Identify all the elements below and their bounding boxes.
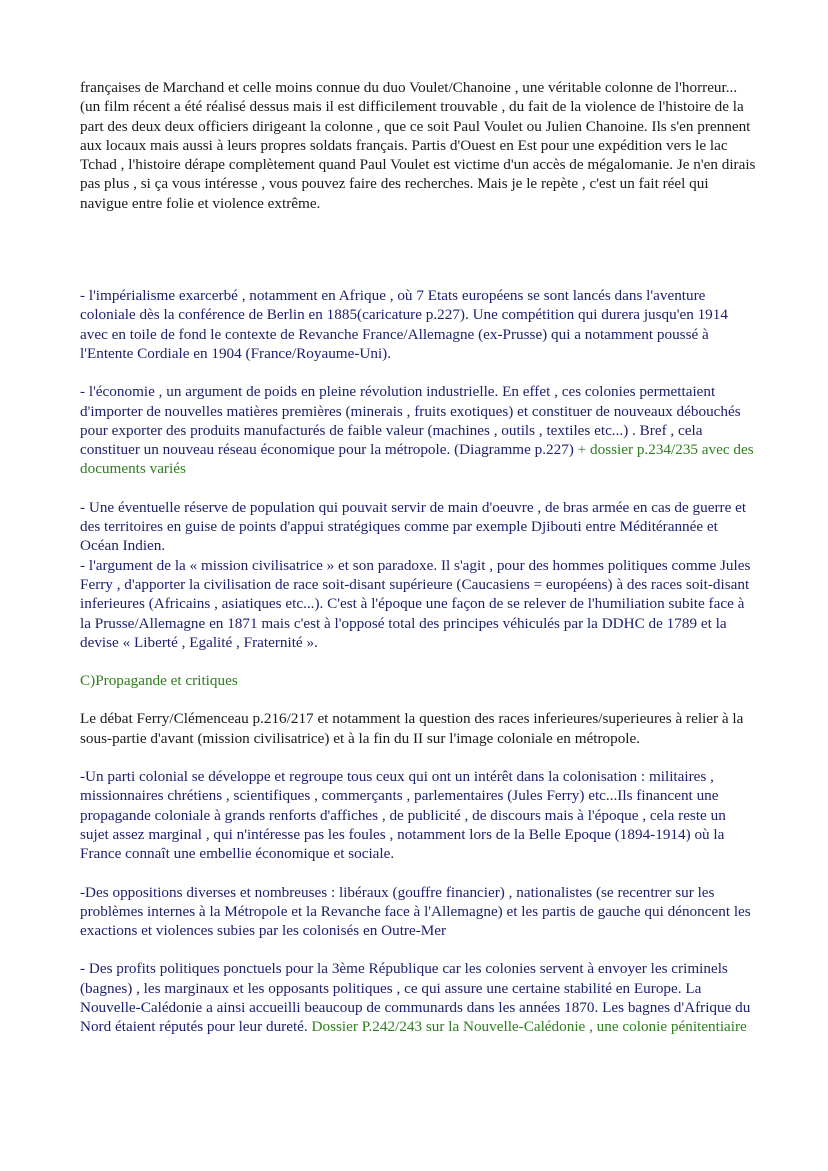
- spacer: [80, 213, 756, 286]
- imperialism-paragraph: - l'impérialisme exarcerbé , notamment en Afrique , où 7 Etats européens se sont lancés dans l'aventure coloniale dès la conférence de Berlin en 1885(caricature p.227). Une compétition qui durera jusqu'en 1914 avec en toile de fond le contexte de Revanche France/Allemagne (ex-Prusse) qui a notamment poussé à l'Entente Cordiale en 1904 (France/Royaume-Uni).: [80, 287, 728, 362]
- oppositions-paragraph: -Des oppositions diverses et nombreuses : libéraux (gouffre financier) , nationalistes (se recentrer sur les problèmes internes à la Métropole et la Revanche face à l'Allemagne) et les partis de gauche qui dénoncent les exactions et violences subies par les colonisés en Outre-Mer: [80, 883, 751, 940]
- economy-dossier-reference: + dossier p.234/235 avec des documents variés: [80, 441, 754, 478]
- document-body: [80, 78, 756, 1037]
- spacer: [80, 940, 756, 959]
- mission-paragraph: - l'argument de la « mission civilisatrice » et son paradoxe. Il s'agit , pour des hommes politiques comme Jules Ferry , d'apporter la civilisation de race soit-disant supérieure (Caucasiens = européens) à des races soit-disant inferieures (Africains , asiatiques etc...). C'est à l'époque une façon de se relever de l'humiliation subite face à la Prusse/Allemagne en 1871 mais c'est à l'opposé total des principes véhiculés par la DDHC de 1789 et la devise « Liberté , Egalité , Fraternité ».: [80, 556, 751, 651]
- economy-text: - l'économie , un argument de poids en pleine révolution industrielle. En effet , ces colonies permettaient d'importer de nouvelles matières premières (minerais , fruits exotiques) et constituer de nouveaux débouchés pour exporter des produits manufacturés de faible valeur (machines , outils , textiles etc...) . Bref , cela constituer un nouveau réseau économique pour la métropole. (Diagramme p.227): [80, 383, 741, 459]
- spacer: [80, 363, 756, 382]
- spacer: [80, 690, 756, 709]
- population-paragraph: - Une éventuelle réserve de population qui pouvait servir de main d'oeuvre , de bras armée en cas de guerre et des territoires en guise de points d'appui stratégiques comme par exemple Djibouti entre Méditérannée et Océan Indien.: [80, 498, 747, 555]
- economy-paragraph: [80, 382, 756, 478]
- profits-paragraph: [80, 959, 756, 1036]
- profits-dossier-reference: Dossier P.242/243 sur la Nouvelle-Calédonie , une colonie pénitentiaire: [307, 1018, 747, 1036]
- intro-paragraph: françaises de Marchand et celle moins connue du duo Voulet/Chanoine , une véritable colonne de l'horreur... (un film récent a été réalisé dessus mais il est difficilement trouvable , du fait de la violence de l'histoire de la part des deux deux officiers dirigeant la colonne , que ce soit Paul Voulet ou Julien Chanoine. Ils s'en prennent aux locaux mais aussi à leurs propres soldats français. Partis d'Ouest en Est pour une expédition vers le lac Tchad , l'histoire dérape complètement quand Paul Voulet est victime d'un accès de mégalomanie. Je n'en dirais pas plus , si ça vous intéresse , vous pouvez faire des recherches. Mais je le repète , c'est un fait réel qui navigue entre folie et violence extrême.: [80, 79, 756, 212]
- spacer: [80, 748, 756, 767]
- colonial-party-paragraph: -Un parti colonial se développe et regroupe tous ceux qui ont un intérêt dans la colonisation : militaires , missionnaires chrétiens , scientifiques , commerçants , parlementaires (Jules Ferry) etc...Ils financent une propagande coloniale à grands renforts d'affiches , de publicité , de discours mais à l'époque , cela reste un sujet assez marginal , qui n'intéresse pas les foules , notamment lors de la Belle Epoque (1894-1914) où la France connaît une embellie économique et sociale.: [80, 768, 726, 863]
- spacer: [80, 479, 756, 498]
- spacer: [80, 652, 756, 671]
- spacer: [80, 864, 756, 883]
- section-heading: C)Propagande et critiques: [80, 672, 238, 690]
- debate-paragraph: Le débat Ferry/Clémenceau p.216/217 et notamment la question des races inferieures/superieures à relier à la sous-partie d'avant (mission civilisatrice) et à la fin du II sur l'image coloniale en métropole.: [80, 710, 744, 747]
- profits-text: - Des profits politiques ponctuels pour la 3ème République car les colonies servent à envoyer les criminels (bagnes) , les marginaux et les opposants politiques , ce qui assure une certaine stabilité en Europe. La Nouvelle-Calédonie a ainsi accueilli beaucoup de communards dans les années 1870. Les bagnes d'Afrique du Nord étaient réputés pour leur dureté.: [80, 960, 751, 1036]
